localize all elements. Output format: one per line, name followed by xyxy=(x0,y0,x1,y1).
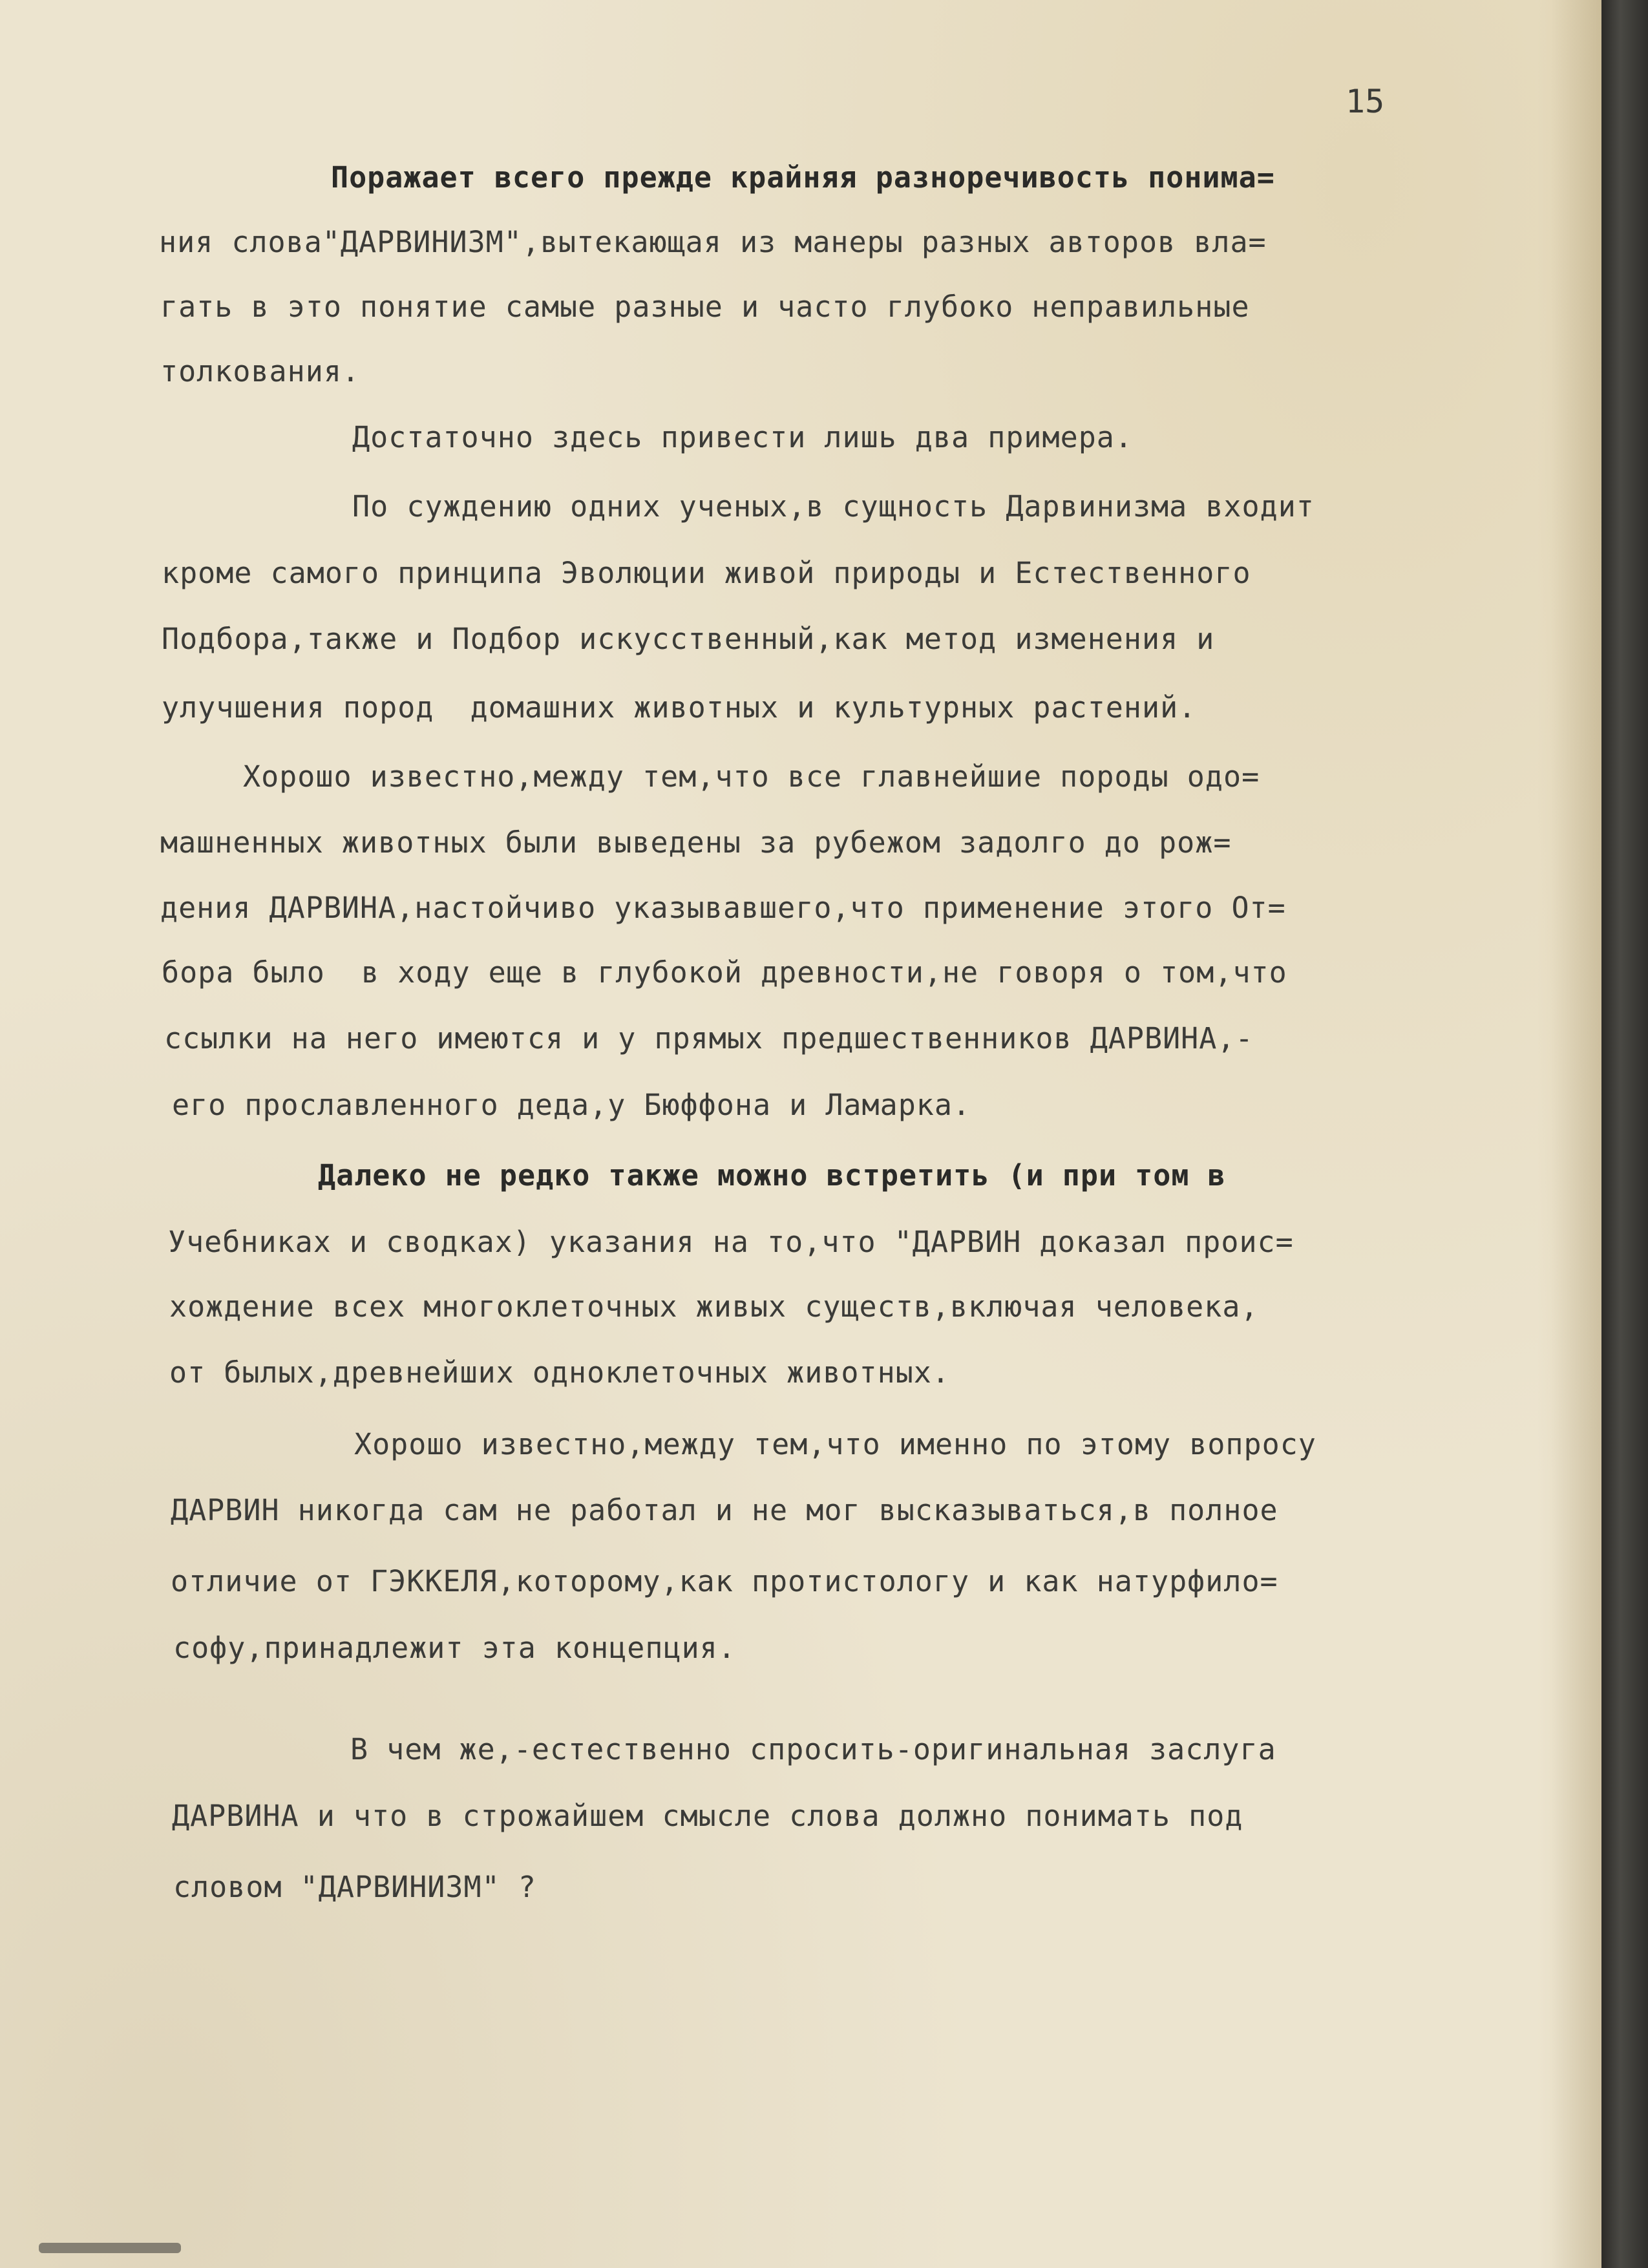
page-number: 15 xyxy=(1346,83,1385,120)
text-line: Учебниках и сводках) указания на то,что "ДАРВИН доказал проис= xyxy=(168,1225,1294,1259)
text-line: бора было в ходу еще в глубокой древности,не говоря о том,что xyxy=(162,955,1287,990)
text-line: улучшения пород домашних животных и культурных растений. xyxy=(162,690,1197,725)
text-line: Хорошо известно,между тем,что именно по этому вопросу xyxy=(354,1427,1316,1461)
text-line: толкования. xyxy=(160,354,361,388)
text-line: машненных животных были выведены за рубежом задолго до рож= xyxy=(160,825,1232,860)
text-line: хождение всех многоклеточных живых существ,включая человека, xyxy=(169,1289,1259,1324)
text-line: Далеко не редко также можно встретить (и при том в xyxy=(318,1158,1226,1192)
text-line: Достаточно здесь привести лишь два примера. xyxy=(352,420,1133,454)
text-line: Хорошо известно,между тем,что все главнейшие породы одо= xyxy=(243,759,1260,794)
text-line: кроме самого принципа Эволюции живой природы и Естественного xyxy=(162,556,1251,590)
text-line: словом "ДАРВИНИЗМ" ? xyxy=(173,1870,536,1904)
text-line: ния слова"ДАРВИНИЗМ",вытекающая из манеры разных авторов вла= xyxy=(159,225,1267,259)
text-line: Подбора,также и Подбор искусственный,как метод изменения и xyxy=(162,622,1215,656)
bottom-edge-smudge xyxy=(39,2243,181,2253)
text-line: дения ДАРВИНА,настойчиво указывавшего,что применение этого От= xyxy=(160,891,1286,925)
text-line: от былых,древнейших одноклеточных животных. xyxy=(169,1355,950,1390)
background-edge xyxy=(1601,0,1648,2268)
text-line: ДАРВИНА и что в строжайшем смысле слова должно понимать под xyxy=(172,1799,1243,1833)
page-fold-shadow xyxy=(1551,0,1601,2268)
text-line: его прославленного деда,у Бюффона и Ламарка. xyxy=(172,1088,971,1122)
text-line: По суждению одних ученых,в сущность Дарвинизма входит xyxy=(352,489,1315,524)
text-line: В чем же,-естественно спросить-оригинальная заслуга xyxy=(350,1732,1276,1766)
text-line: ДАРВИН никогда сам не работал и не мог высказываться,в полное xyxy=(171,1493,1278,1527)
text-line: Поражает всего прежде крайняя разноречивость понима= xyxy=(331,160,1275,195)
text-line: отличие от ГЭККЕЛЯ,которому,как протистологу и как натурфило= xyxy=(171,1564,1278,1598)
text-line: софу,принадлежит эта концепция. xyxy=(173,1631,736,1665)
text-line: гать в это понятие самые разные и часто глубоко неправильные xyxy=(160,290,1250,324)
text-line: ссылки на него имеются и у прямых предшественников ДАРВИНА,- xyxy=(164,1021,1254,1055)
